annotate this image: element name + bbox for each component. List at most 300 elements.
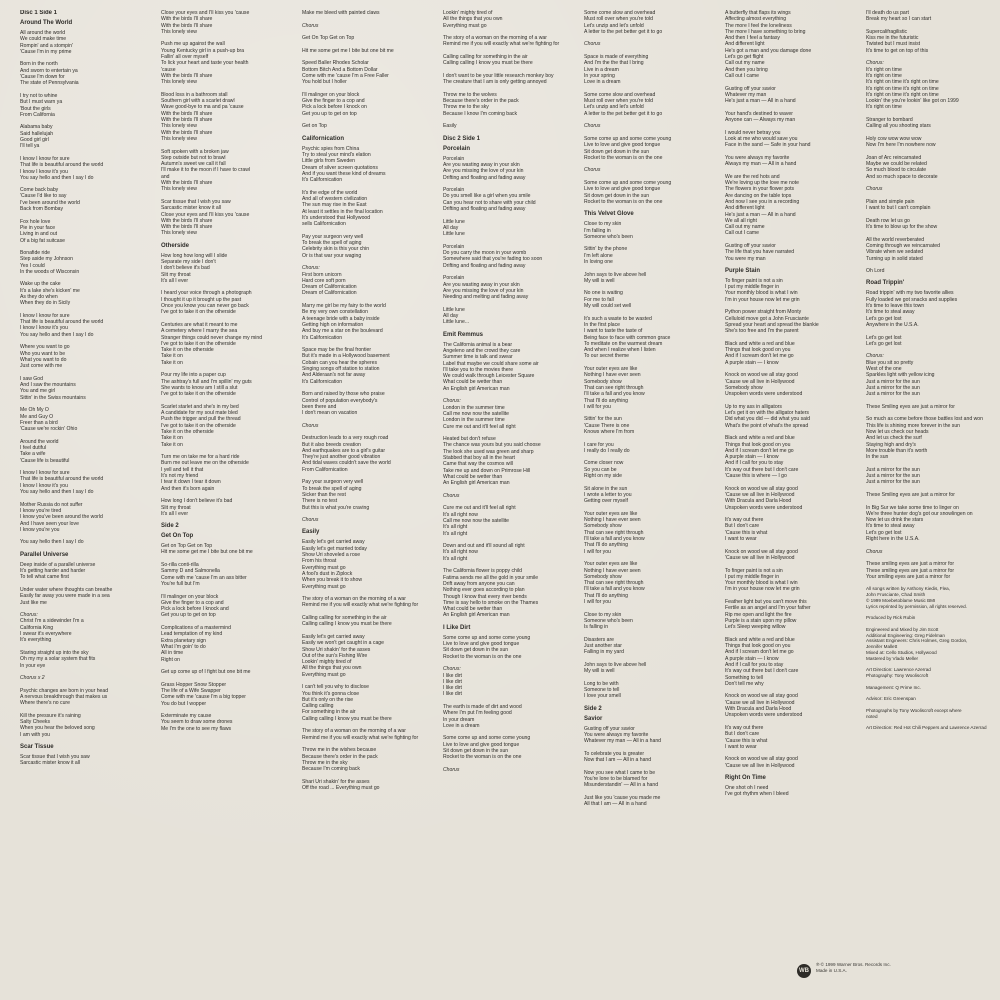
lyric-line: Chorus [302,22,319,29]
lyric-line: Easily let's get carried away [302,539,365,546]
lyric-line: You hold but I holler [302,79,347,86]
lyric-line: Some come up and some come young [443,634,531,641]
lyric-line: Where I'm put I'm feeling good [443,710,512,717]
lyric-line: Centuries are what it meant to me [161,321,238,328]
song-lyrics [302,529,430,791]
lyric-line: You say hello and then I say I do [20,489,94,496]
lyric-line: These Smiling eyes are just a mirror for [866,403,955,410]
lyric-line: Live to love and give good tongue [443,741,520,748]
song-lyrics [443,146,571,326]
lyric-line: Me Oh My O [20,407,49,414]
lyric-line: Fatima sends me all the gold in your smile [443,574,539,581]
lyric-line: 'Cause There is one [584,422,630,429]
lyric-line: An English girl American man [443,612,510,619]
song-lyrics [584,211,712,700]
lyric-line: Little lune [443,306,465,313]
lyric-line: Porcelain [443,243,465,250]
song-title: Emit Remmus [443,331,484,338]
lyric-line: The more I have something to bring [725,28,806,35]
lyric-line: That can see right through [584,384,644,391]
lyric-line: Sit down get down in the sun [443,748,509,755]
lyric-line: Call out my name [725,224,765,231]
lyric-line: It's not my friend [161,473,199,480]
lyric-line: Pay your surgeon very well [302,233,364,240]
lyric-line: Be my very own constellation [302,309,368,316]
lyric-line: Mixed at: Cello Studios, Hollywood [866,649,937,655]
lyric-line: Live to love and give good tongue [443,641,520,648]
lyric-line: I'll make it to the moon if I have to crawl [161,167,251,174]
lyric-line: You say hello and then I say I do [20,331,94,338]
lyric-line: This lonely view [161,186,197,193]
lyric-line: To our secret theme [584,353,630,360]
lyric-line: You were always my favorite [584,732,649,739]
lyric-line: I want to but I can't complain [866,205,931,212]
lyric-line: My will could set well [584,303,632,310]
lyric-line: Close to my skin [584,611,622,618]
song-lyrics [302,10,430,130]
lyric-line: Kiss me in the futuristic [866,35,919,42]
lyric-line: Everything must go [302,671,346,678]
lyric-line: Call out I came [725,72,759,79]
lyric-line: Call out I came [725,230,759,237]
lyric-line: Art Direction: Lawrence Azerrad [866,667,931,673]
lyric-line: Let's go get lost [866,334,902,341]
lyric-line: I'm falling in [584,227,611,234]
lyric-line: Come with me 'cause I'm a Free Faller [302,72,389,79]
lyric-line: Chorus [302,517,319,524]
lyric-line: The sun may rise in the East [302,202,367,209]
lyric-line: I'm in your house now let me grin [725,296,800,303]
lyric-line: Living in and out [20,231,58,238]
lyric-line: All the world reverberated [866,236,925,243]
lyric-line: I know you've been around the world [20,514,103,521]
lyric-line: London in the summer time [443,417,505,424]
lyric-line: Cure me out and it'll feel all right [443,505,516,512]
lyric-line: Chorus [866,186,883,193]
lyric-line: 'Cause we all live in Hollywood [725,762,795,769]
lyric-line: Being face to face with common grace [584,334,671,341]
lyric-line: Me I'm the one to see my flaws [161,725,232,732]
lyric-line: Sarcastic mister know it all [20,760,81,767]
lyric-line: But this is what you're craving [302,504,370,511]
lyric-line: And I saw the mountains [20,382,76,389]
lyric-line: Holy cow wow wow wow [866,135,922,142]
lyric-line: Knock on wood we all stay good [725,548,798,555]
lyric-line: Vibrate when we sedated [866,249,924,256]
lyric-line: Take it on the otherside [161,347,214,354]
lyric-line: When you hear the beloved song [20,725,95,732]
lyric-line: Additional Engineering: Greg Fidelman [866,632,945,638]
lyric-line: You do but I wopper [161,700,207,707]
lyric-line: I want to taste the taste of [584,328,643,335]
lyric-line: Your outer eyes are like [584,561,638,568]
lyric-line: Southern girl with a scarlet drawl [161,98,235,105]
lyric-line: What I'm goin' to do [161,643,206,650]
lyric-line: Just like me [20,599,47,606]
lyric-line: Maybe we could be related [866,161,927,168]
lyric-line: I'll take a fall and you know [584,586,645,593]
lyric-line: Anyone can — Always my man [725,117,796,124]
lyric-line: Born and raised by those who praise [302,391,385,398]
lyric-line: Whatever my man [725,91,767,98]
lyric-line: Somewhere said that you're fading too soon [443,256,543,263]
lyric-line: 'Cause I'm in my prime [20,48,72,55]
lyric-line: Soft spoken with a broken jaw [161,148,229,155]
lyric-line: Pick a lock before I knock on [302,104,367,111]
lyric-line: Assistant Engineers: Chris Holmes, Greg Gordon, [866,638,968,644]
side-heading: Side 2 [584,705,602,712]
lyric-line: 'Cause we all live in Hollywood [725,491,795,498]
lyric-line: Wave good-bye to ma and pa 'cause [161,104,244,111]
lyric-line: Some come up and some come young [443,735,531,742]
lyric-line: Call me now now the satellite [443,517,509,524]
lyric-line: To finger paint is not a sin [725,567,783,574]
lyric-line: Mother Russia do not suffer [20,501,83,508]
lyric-line: Let's go get lost [866,315,902,322]
lyric-line: Take it on [161,441,183,448]
lyric-line: Off the road ... Everything must go [302,785,380,792]
lyric-line: Do you carry the moon in your womb [443,250,527,257]
lyric-line: I tear it down I tear it down [161,479,221,486]
song-lyrics [20,187,148,275]
lyric-line: From Californication [302,466,348,473]
lyric-line: Good girl girl [20,137,49,144]
lyric-line: To break the spell of aging [302,485,362,492]
lyric-line: I put my middle finger in [725,284,780,291]
song-lyrics [20,20,148,181]
lyric-line: But it's made in a Hollywood basement [302,353,390,360]
lyric-line: In your spring [584,72,615,79]
lyric-line: Freer than a bird [20,419,58,426]
song-title: I Like Dirt [443,624,471,631]
lyric-line: Sit down get down in the sun [584,148,650,155]
lyric-line: With Dracula and Darla Hood [725,706,792,713]
lyric-line: Remind me if you will exactly what we're fighting for [302,602,419,609]
lyric-line: Come with me 'cause I'm an ass bitter [161,574,247,581]
lyric-line: A candidate for my soul mate bled [161,410,238,417]
lyric-line: Staring straight up into the sky [20,649,89,656]
lyric-line: And I'm the the that I bring [584,60,644,67]
lyric-line: Or is that war your waging [302,252,362,259]
lyric-line: To break the spell of aging [302,240,362,247]
lyric-line: Speed Baller Rhodes Scholar [302,60,369,67]
lyric-line: Disasters are [584,636,615,643]
lyric-line: Right here in the U.S.A. [866,536,920,543]
lyric-line: In Big Sur we take some time to linger on [866,504,959,511]
lyric-line: Where you want to go [20,344,70,351]
lyric-line: Your monthly blood is what I win [725,580,798,587]
lyric-line: In the sun [866,454,889,461]
lyric-line: Calling all you shooting stars [866,123,931,130]
lyric-line: Nothing I have ever seen [584,372,641,379]
lyric-line: Rocket to the woman is on the one [584,154,663,161]
lyric-column [443,10,571,990]
lyric-line: I know you're tired [20,507,62,514]
lyric-line: Everything must go [443,22,487,29]
lyric-line: Close to my skin [584,221,622,228]
lyric-line: Art Direction: Red Hot Chili Peppers and Lawrence Azerrad [866,725,987,731]
lyric-line: With the birds I'll share [161,180,213,187]
lyric-line: Calling calling I know you must be there [302,621,392,628]
lyric-line: I want to wear [725,743,757,750]
lyric-line: I really do I really do [584,447,630,454]
lyric-line: We all all right [725,217,757,224]
lyric-line: Just a mirror for the sun [866,479,920,486]
lyric-line: He's got a man and you damage done [725,47,812,54]
lyric-line: When they do in Sicily [20,300,71,307]
lyric-line: Everything must go [302,564,346,571]
lyric-line: I heard your voice through a photograph [161,290,252,297]
lyric-line: Gusting off your savior [584,725,635,732]
lyric-line: Coming through we reincarnated [866,242,940,249]
lyric-line: Blood loss in a bathroom stall [161,91,228,98]
lyric-line: What you want to do [20,356,67,363]
lyric-line: been there and [302,403,337,410]
lyric-line: Whatever my man — All in a hand [584,738,662,745]
lyric-line: Your hand's destined to waver [725,110,793,117]
lyric-line: You're full but I'm [161,580,200,587]
song-lyrics [302,136,430,524]
lyric-line: Right on [161,656,180,663]
lyric-line: Misunderstandin' — All in a hand [584,782,659,789]
lyric-line: Let's Sleep weeping willow [725,624,786,631]
lyric-line: First born unicorn [302,271,342,278]
lyric-line: The creature that I am is only getting annoyed [443,79,547,86]
lyric-line: Heated but don't refuse [443,436,496,443]
lyric-line: And earthquakes are to a girl's guitar [302,447,386,454]
lyric-line: Easily we won't get caught in a cage [302,640,384,647]
lyric-line: Take it on [161,353,183,360]
lyric-line: It's right on time it's right on time [866,91,939,98]
lyric-line: Do you smell like a girl when you smile [443,193,531,200]
lyric-line: All songs written by Anthony Kiedis, Flea, [866,586,951,592]
lyric-line: Knock on wood we all stay good [725,693,798,700]
song-title: Scar Tissue [20,744,54,751]
lyric-line: Black and white a red and blue [725,435,795,442]
lyric-line: From California [20,111,55,118]
lyric-line: And if I call for you to stay [725,460,784,467]
lyric-line: And then you bring [725,66,768,73]
lyric-line: As they do when [20,293,58,300]
lyric-line: I like dirt [443,685,462,692]
lyric-line: Once you know you can never go back [161,303,249,310]
lyric-line: Now let us check our heads [866,429,929,435]
lyric-line: Engineered and Mixed by Jim Scott [866,626,939,632]
lyric-line: Give the finger to a cop and [302,98,365,105]
lyric-line: Live in a dream [584,66,619,73]
lyric-line: Management: Q Prime Inc. [866,684,921,690]
song-lyrics [20,744,148,767]
lyric-line: All that I am — All in a hand [584,801,647,808]
lyric-line: We're loving up the love me note [725,180,799,187]
lyric-line: That I'll do anything [584,397,629,404]
lyric-line: Deep inside of a parallel universe [20,561,96,568]
lyric-line: Slit my throat [161,271,191,278]
lyric-line: 'Cause we're rockin' Ohio [20,426,78,433]
lyric-line: Mastered by Vlado Meller [866,655,919,661]
lyric-column [20,10,148,990]
lyric-line: 'Bout the girls [20,105,51,112]
lyric-line: He's just a man — All in a hand [725,98,796,105]
lyric-line: Chorus [443,492,460,499]
lyric-line: Chorus [302,422,319,429]
lyric-line: Take it on the otherside [161,429,214,435]
lyric-line: Look at me who would save you [725,135,798,142]
lyric-line: I put my middle finger in [725,573,780,580]
lyric-line: Just a mirror for the sun [866,384,920,391]
lyric-line: Easily let's get married today [302,545,367,552]
lyric-line: I'll take a fall and you know [584,391,645,398]
lyric-line: 'Cause this is what [725,529,768,536]
lyric-line: Wake up the cake [20,281,61,288]
lyric-line: Must roll over when you're told [584,16,653,23]
lyric-line: And then I feel a fantasy [725,35,780,42]
lyric-line: Stabbed that boy all in the heart [443,455,515,461]
song-lyrics [725,775,853,798]
lyric-line: Are dancing on the table tops [725,192,792,199]
lyric-line: And if you want these kind of dreams [302,170,386,177]
song-title: Porcelain [443,145,471,152]
lyric-line: A letter to the pet better get it to go [584,110,663,117]
lyric-line: Things that look good on you [725,643,791,650]
lyric-line: Pay your surgeon very well [302,479,364,486]
lyric-line: Lookin' mighty tired of [443,10,493,16]
lyric-line: Pick a lock before I knock and [161,606,229,613]
lyric-line: It's right on time [866,66,902,73]
lyric-line: Yes I could [20,262,45,269]
lyric-line: Photography: Tony Wooliscroft [866,673,929,679]
lyric-line: Make me bleed with painted claws [302,10,380,16]
lyric-line: Give the finger to a cop and [161,599,224,606]
lyric-line: Call me now now the satellite [443,410,509,417]
lyric-line: It's time to steal away [866,523,915,530]
lyric-line: Show Uri shoveled a rose [302,552,361,559]
lyric-line: Now let us drink the stars [866,517,924,524]
lyric-line: I wrote a letter to you [584,491,632,498]
lyric-line: I don't believe it's bad [161,265,210,272]
song-title: Savior [584,715,603,722]
lyric-line: Separate my side I don't [161,258,216,265]
lyric-line: It's right on time it's right on time [866,85,939,92]
song-lyrics [584,10,712,205]
lyric-line: Knows where I'm from [584,429,635,435]
lyric-line: But it's only on the rise [302,696,354,703]
lyric-line: Slit my throat [161,504,191,511]
lyric-line: Drifting and floating and fading away [443,262,526,269]
lyric-line: Take it on [161,435,183,442]
lyric-line: I want to wear [725,536,757,543]
lyric-line: Take a wife [20,451,46,458]
lyric-line: Lookin' mighty tired of [302,659,352,666]
lyric-line: Live to love and give good tongue [584,186,661,193]
lyric-line: Your outer eyes are like [584,366,638,373]
lyric-line: And tidal waves couldn't save the world [302,460,391,467]
lyric-line: Hit me some get me I bite but one bit me [302,47,394,54]
lyric-line: You were my man [725,255,766,262]
lyric-line: The chance was yours but you said choose [443,442,541,449]
lyric-line: Calling calling for something in the air [443,54,528,61]
lyric-line: Sit alone in the sun [584,485,628,492]
lyric-line: Just a mirror for the sun [866,391,920,398]
lyric-line: In loving one [584,258,613,265]
lyric-line: Did what you did — did what you said [725,416,810,423]
lyric-line: Someone to tell [584,687,620,694]
lyric-line: I know I know it's you [20,482,68,489]
song-lyrics [443,10,571,130]
lyric-line: It's a lake she's kicken' me [20,287,80,294]
lyric-line: Throw me in the sky [302,759,348,766]
lyric-line: Getting high on information [302,321,364,328]
lyric-line: I know I know for sure [20,155,70,162]
lyric-line: Grass Hopper Snow Stopper [161,681,227,688]
lyric-line: Lookin' the you're lookin' like got on 1999 [866,98,959,105]
lyric-line: Gusting off your savior [725,242,776,249]
lyric-line: Break my heart so I can start [866,16,932,23]
lyric-line: Fallin' all over myself [161,54,209,61]
lyric-line: And if I scream don't let me go [725,353,794,360]
lyric-line: This lonely view [161,230,197,237]
lyric-line: 'Cause this is where — I go [725,473,787,480]
lyric-line: California King [20,624,54,631]
lyric-line: Kill the pressure it's raining [20,712,81,719]
lyric-line: From his throat [302,558,337,565]
lyric-line: Chorus: [866,60,884,67]
lyric-line: I've been around the world [20,199,80,206]
lyric-line: Down and out and it'll sound all right [443,543,525,550]
lyric-line: Nothing I have ever seen [584,517,641,524]
song-lyrics [20,552,148,738]
lyric-line: When you break it to show [302,577,363,584]
legal-notice [816,962,891,974]
lyric-line: Easily [443,123,457,130]
lyric-line: How long how long will I slide [161,252,228,259]
lyric-line: Come closer now [584,460,624,467]
lyric-line: Chorus: [20,612,38,619]
lyric-line: Sparkles light with yellow icing [866,372,935,379]
lyric-line: This life is shining more forever in the sun [866,422,960,429]
song-lyrics [443,625,571,774]
lyric-line: The earth is made of dirt and wood [443,703,522,710]
lyric-line: Throw me in the wishes because [302,747,377,754]
lyric-line: Anywhere in the U.S.A. [866,321,919,328]
lyric-line: I will for you [584,548,611,555]
lyric-line: I feel dutiful [20,445,47,451]
lyric-line: My will is well [584,668,615,675]
lyric-line: Porcelain [443,155,465,162]
side-heading: Disc 1 Side 1 [20,10,58,16]
lyric-line: To lick your heart and taste your health [161,60,249,67]
lyric-line: Can you hear not to share with your child [443,199,536,206]
lyric-line: Unspoken words were understood [725,391,803,398]
lyric-line: John says to live above hell [584,271,647,278]
lyric-line: I'll malinger on your block [161,593,219,600]
lyric-line: All the things that you own [443,16,503,23]
lyric-line: Get on Top [302,123,327,130]
lyric-line: Christ I'm a sidewinder I'm a [20,618,84,625]
lyric-line: Rompin' and a stompin' [20,42,73,49]
lyric-line: I don't mean on vacation [302,410,358,417]
album-credits [866,586,994,731]
lyric-line: Get you up to get on top [161,612,216,619]
lyric-line: Celebrity skin is this your chin [302,246,370,253]
lyric-line: A letter to the pet better get it to go [584,28,663,35]
lyric-line: Get On Top Get on Top [302,35,355,42]
lyric-line: It's understood that Hollywood [302,214,371,221]
lyric-line: I'll death do us part [866,10,909,16]
lyric-line: Hard core soft porn [302,277,346,284]
lyric-line: John says to live above hell [584,661,647,668]
song-title: This Velvet Glove [584,211,634,218]
